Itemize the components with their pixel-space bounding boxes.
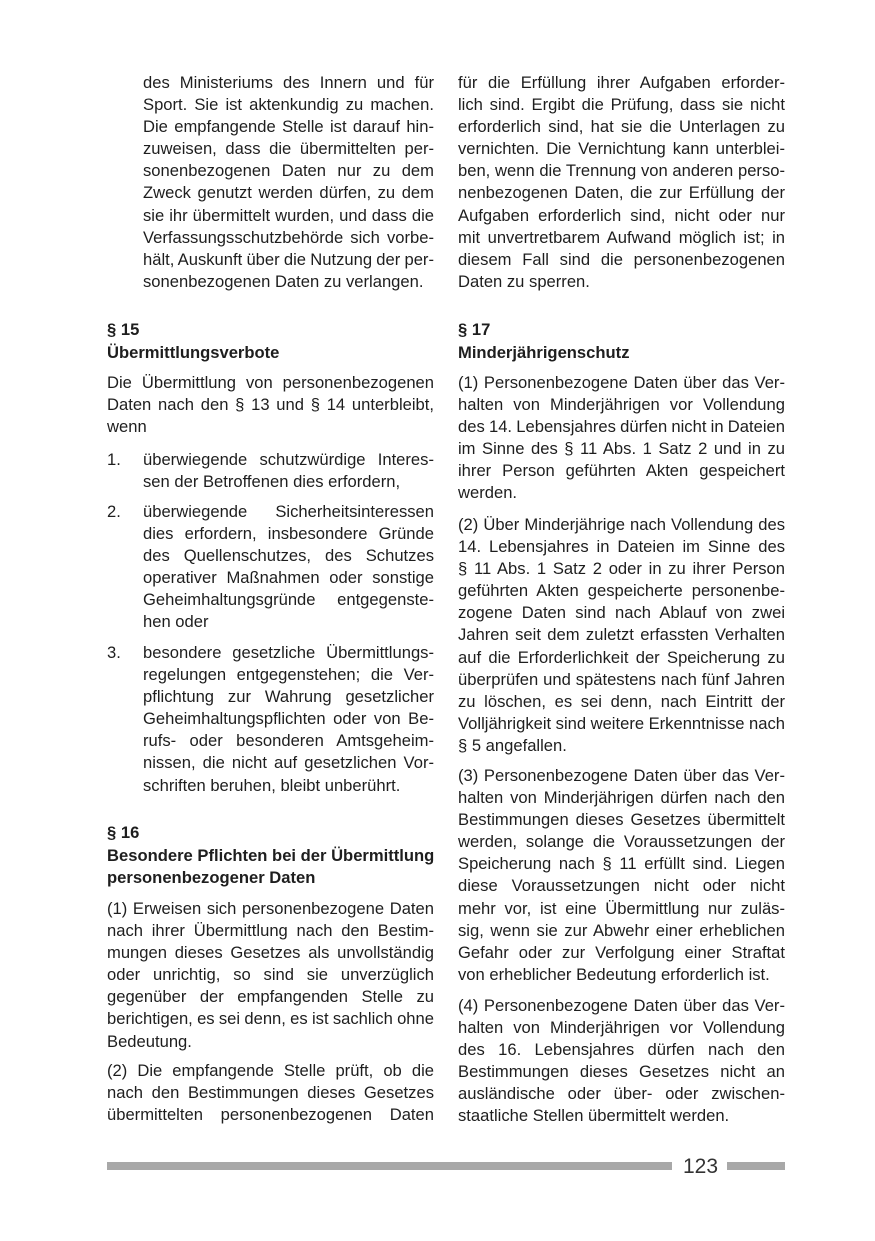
text-line: hen oder	[143, 612, 209, 632]
text-line: Aufgaben erforderlich sind, nicht oder nur	[458, 205, 785, 225]
paragraph	[107, 1060, 434, 1126]
paragraph	[458, 372, 785, 505]
list-item	[107, 501, 434, 634]
text-line: auf die Erforderlichkeit der Speicherung zu	[458, 647, 785, 667]
text-line: des 16. Lebensjahres dürfen nach den	[458, 1040, 785, 1060]
text-line: mehr vor, ist eine Übermittlung nur zuläs-	[458, 898, 785, 918]
text-line: personenbezogener Daten	[107, 868, 316, 888]
page-number: 123	[683, 1155, 719, 1178]
list-item-text	[143, 642, 434, 797]
text-line: geführten Akten gespeicherte personenbe-	[458, 581, 785, 601]
list-item-text	[143, 501, 434, 634]
text-line: sie ihr übermittelt wurden, und dass die	[143, 205, 434, 225]
text-line: diese Voraussetzungen nicht oder nicht	[458, 876, 785, 896]
text-line: Die Übermittlung von personenbezogenen	[107, 373, 434, 392]
text-line: Verfassungsschutzbehörde sich vorbe-	[143, 227, 434, 247]
text-line: Daten nach den § 13 und § 14 unterbleibt,	[107, 395, 434, 415]
text-line: pflichtung zur Wahrung gesetzlicher	[143, 687, 434, 707]
section-number	[458, 319, 785, 341]
paragraph	[107, 898, 434, 1053]
list-marker: 2.	[107, 502, 121, 521]
text-line: Geheimhaltungspflichten oder von Be-	[143, 709, 434, 729]
list-marker: 3.	[107, 643, 121, 662]
footer-rule-right	[727, 1162, 785, 1170]
text-line: 14. Lebensjahres in Dateien im Sinne des	[458, 537, 785, 557]
text-line: sonenbezogenen Daten zu verlangen.	[143, 271, 424, 291]
text-line: (4) Personenbezogene Daten über das Ver-	[458, 996, 785, 1015]
text-line: mit unvertretbarem Aufwand möglich ist; in	[458, 227, 785, 247]
text-line: übermittelten personenbezogenen Daten	[107, 1105, 434, 1125]
text-line: operativer Maßnahmen oder sonstige	[143, 568, 434, 588]
text-line: § 5 angefallen.	[458, 735, 567, 755]
text-line: erforderlich sind, hat sie die Unterlagen zu	[458, 117, 785, 137]
list-marker: 1.	[107, 450, 121, 469]
text-line: nach den Bestimmungen dieses Gesetzes	[107, 1083, 434, 1103]
text-line: rufs- oder besonderen Amtsgeheim-	[143, 731, 434, 751]
paragraph	[458, 514, 785, 757]
text-line: Bestimmungen dieses Gesetzes nicht an	[458, 1062, 785, 1082]
text-line: (2) Über Minderjährige nach Vollendung des	[458, 515, 785, 534]
section-title	[458, 342, 785, 364]
text-line: regelungen entgegenstehen; die Ver-	[143, 665, 434, 685]
section-number	[107, 319, 434, 341]
text-line: halten von Minderjährigen vor Vollendung	[458, 395, 785, 415]
text-line: (2) Die empfangende Stelle prüft, ob die	[107, 1061, 434, 1080]
text-line: ausländische oder über- oder zwischen-	[458, 1084, 785, 1104]
text-line: zogene Daten sind nach Ablauf von zwei	[458, 603, 785, 623]
text-line: zuweisen, dass die übermittelten per-	[143, 139, 434, 159]
text-line: sig, wenn sie zur Abwehr einer erheblichen	[458, 920, 785, 940]
text-line: sonenbezogenen Daten nur zu dem	[143, 161, 434, 181]
text-line: hält, Auskunft über die Nutzung der per-	[143, 249, 434, 269]
section-number	[107, 822, 434, 844]
footer-rule-left	[107, 1162, 672, 1170]
text-line: schriften beruhen, bleibt unberührt.	[143, 775, 401, 795]
text-line: Daten zu sperren.	[458, 271, 590, 291]
list-item	[107, 449, 434, 493]
text-line: Besondere Pflichten bei der Übermittlung	[107, 846, 435, 865]
text-line: mungen dieses Gesetzes als unvollständig	[107, 943, 434, 963]
text-line: Jahren seit dem zuletzt erfassten Verhalten	[458, 625, 785, 645]
text-line: wenn	[107, 417, 147, 437]
text-line: des Ministeriums des Innern und für	[143, 73, 434, 92]
text-line: des 14. Lebensjahres dürfen nicht in Dateien	[458, 417, 785, 437]
text-line: Zweck genutzt werden dürfen, zu dem	[143, 183, 434, 203]
text-line: zu löschen, es sei denn, nach Eintritt der	[458, 691, 785, 711]
list-item	[107, 642, 434, 797]
text-line: von erheblicher Bedeutung erforderlich ist.	[458, 964, 770, 984]
text-line: Geheimhaltungsgründe entgegenste-	[143, 590, 434, 610]
section-number-text: § 15	[107, 320, 140, 339]
continued-paragraph	[458, 72, 785, 293]
continued-list-item-text	[143, 72, 434, 293]
text-line: Volljährigkeit sind weitere Erkenntnisse nach	[458, 713, 785, 733]
text-line: für die Erfüllung ihrer Aufgaben erforder-	[458, 73, 785, 92]
text-line: Die empfangende Stelle ist darauf hin-	[143, 117, 434, 137]
text-line: Minderjährigenschutz	[458, 343, 630, 362]
text-line: werden.	[458, 483, 518, 503]
text-line: sen der Betroffenen dies erfordern,	[143, 472, 401, 492]
text-line: überprüfen und spätestens nach fünf Jahren	[458, 669, 785, 689]
text-line: gegenüber der empfangenden Stelle zu	[107, 987, 434, 1007]
text-line: werden, solange die Voraussetzungen der	[458, 832, 785, 852]
text-line: (3) Personenbezogene Daten über das Ver-	[458, 766, 785, 785]
text-line: Bestimmungen dieses Gesetzes übermittelt	[458, 810, 785, 830]
text-line: lich sind. Ergibt die Prüfung, dass sie nicht	[458, 95, 785, 115]
text-line: (1) Personenbezogene Daten über das Ver-	[458, 373, 785, 392]
text-line: nenbezogenen Daten, die zur Erfüllung der	[458, 183, 785, 203]
text-line: Übermittlungsverbote	[107, 343, 280, 362]
list-item-text	[143, 449, 434, 493]
section-number-text: § 16	[107, 823, 140, 842]
text-line: überwiegende schutzwürdige Interes-	[143, 450, 434, 469]
text-line: ben, wenn die Trennung von anderen perso-	[458, 161, 785, 181]
text-line: halten von Minderjährigen vor Vollendung	[458, 1018, 785, 1038]
text-line: oder unrichtig, so sind sie unverzüglich	[107, 965, 434, 985]
text-line: im Sinne des § 11 Abs. 1 Satz 2 und in zu	[458, 439, 785, 459]
paragraph	[458, 765, 785, 986]
text-line: des Quellenschutzes, des Schutzes	[143, 546, 434, 566]
text-line: Speicherung nach § 11 erfüllt sind. Liegen	[458, 854, 785, 874]
text-line: nissen, die nicht auf gesetzlichen Vor-	[143, 753, 434, 773]
paragraph	[458, 995, 785, 1128]
section-title	[107, 342, 434, 364]
text-line: diesem Fall sind die personenbezogenen	[458, 249, 785, 269]
text-line: (1) Erweisen sich personenbezogene Daten	[107, 899, 434, 918]
section-title	[107, 845, 434, 889]
text-line: vernichten. Die Vernichtung kann unterblei-	[458, 139, 785, 159]
text-line: überwiegende Sicherheitsinteressen	[143, 502, 434, 521]
text-line: staatliche Stellen übermittelt werden.	[458, 1106, 730, 1126]
paragraph	[107, 372, 434, 438]
text-line: Bedeutung.	[107, 1031, 192, 1051]
text-line: halten von Minderjährigen dürfen nach den	[458, 788, 785, 808]
text-line: Sport. Sie ist aktenkundig zu machen.	[143, 95, 434, 115]
text-line: besondere gesetzliche Übermittlungs-	[143, 643, 434, 662]
section-number-text: § 17	[458, 320, 491, 339]
text-line: dies erfordern, insbesondere Gründe	[143, 524, 434, 544]
text-line: berichtigen, es sei denn, es ist sachlich ohne	[107, 1009, 434, 1029]
text-line: Gefahr oder zur Verfolgung einer Straftat	[458, 942, 785, 962]
text-line: nach ihrer Übermittlung nach den Bestim-	[107, 921, 434, 941]
text-line: ihrer Person geführten Akten gespeichert	[458, 461, 785, 481]
text-line: § 11 Abs. 1 Satz 2 oder in zu ihrer Person	[458, 559, 785, 579]
